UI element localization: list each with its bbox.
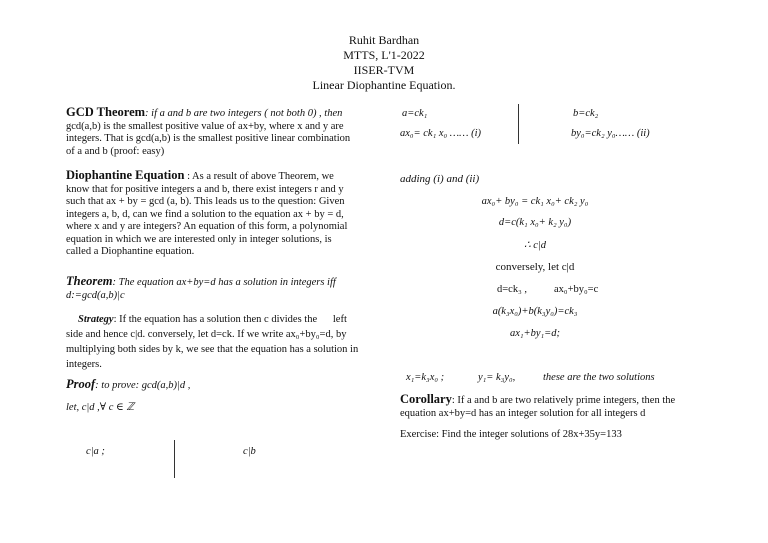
d-ck3: d=ck₃ , [497,284,527,295]
adding-text: adding (i) and (ii) [400,173,480,185]
ax0-by0-c: ax₀+by₀=c [554,284,599,295]
gcd-theorem-title: GCD Theorem [66,105,146,119]
strategy-section [66,312,386,372]
dio-line-5: where x and y are integers? An equation of this form, a polynomial [66,221,348,232]
right-divider [518,104,519,144]
c-divides-b: c|b [243,446,256,457]
gcd-theorem [66,106,386,158]
conversely-text: conversely, let c|d [495,261,575,273]
corollary-section [400,393,700,420]
gcd-line-2: gcd(a,b) is the smallest positive value of ax+by, where x and y are [66,120,344,132]
dio-line-2: know that for positive integers a and b, there exist integers r and y [66,183,344,195]
b-equals-ck2: b=ck₂ [573,108,599,119]
x1-solution: x₁=k₃x₀ ; [406,372,445,383]
sum-equation: ax₀+ by₀ = ck₁ x₀+ ck₂ y₀ [481,196,589,207]
left-divider [174,440,175,478]
strategy-line-1: : If the equation has a solution then c divides the left [113,314,347,325]
c-divides-a: c|a ; [86,446,105,457]
theorem-title: Theorem [66,274,113,288]
proof-title: Proof [66,377,96,391]
therefore-c-divides-d: ∴ c|d [523,240,547,251]
equation-ii: by₀=ck₂ y₀…… (ii) [571,128,650,139]
dio-line-3: such that ax + by = gcd (a, b). This leads us to the question: Given [66,196,345,207]
theorem-section [66,275,386,302]
theorem-line-1: : The equation ax+by=d has a solution in integers iff [112,277,336,288]
d-equation: d=c(k₁ x₀+ k₂ y₀) [498,217,572,228]
gcd-line-3: integers. That is gcd(a,b) is the smallest positive linear combination [66,133,351,144]
y1-solution: y₁= k₃y₀, [478,372,516,383]
proof-section [66,378,386,393]
corollary-line-2: equation ax+by=d has an integer solution for all integers d [400,407,646,419]
diophantine-intro: : As a result of above Theorem, we [184,171,334,182]
equation-i: ax₀= ck₁ x₀ …… (i) [400,128,482,139]
dio-line-4: integers a, b, d, can we find a solution to the equation ax + by = d, [66,208,344,220]
strategy-title: Strategy [78,314,114,325]
exercise: Exercise: Find the integer solutions of 28x+35y=133 [400,429,622,440]
corollary-title: Corollary [400,392,452,406]
institute: IISER-TVM [353,63,415,77]
strategy-line-2: side and hence c|d. conversely, let d=ck. If we write ax₀+by₀=d, by [66,329,347,340]
proof-let: let, c|d ,∀ c ∈ ℤ [66,402,135,413]
two-solutions-note: these are the two solutions [543,372,655,383]
diophantine-title: Diophantine Equation [66,168,185,182]
course-title: MTTS, L'1-2022 [343,48,425,62]
page-title: Linear Diophantine Equation. [312,78,456,92]
corollary-line-1: : If a and b are two relatively prime integers, then the [451,395,676,406]
gcd-intro: : if a and b are two integers ( not both 0) , then [145,108,343,119]
strategy-line-4: integers. [66,359,102,370]
a-equals-ck1: a=ck₁ [402,108,428,119]
gcd-line-4: of a and b (proof: easy) [66,145,165,157]
ax1-by1-d: ax₁+by₁=d; [509,328,561,339]
multiplied-equation: a(k₃x₀)+b(k₃y₀)=ck₃ [492,306,578,317]
theorem-line-2: d:=gcd(a,b)|c [66,289,125,301]
dio-line-6: equation in which we are interested only in integer solutions, is [66,233,332,245]
author-name: Ruhit Bardhan [348,33,420,47]
dio-line-7: called a Diophantine equation. [66,246,195,257]
strategy-line-3: multiplying both sides by k, we see that the equation has a solution in [66,344,359,355]
proof-text: : to prove: gcd(a,b)|d , [95,380,191,391]
